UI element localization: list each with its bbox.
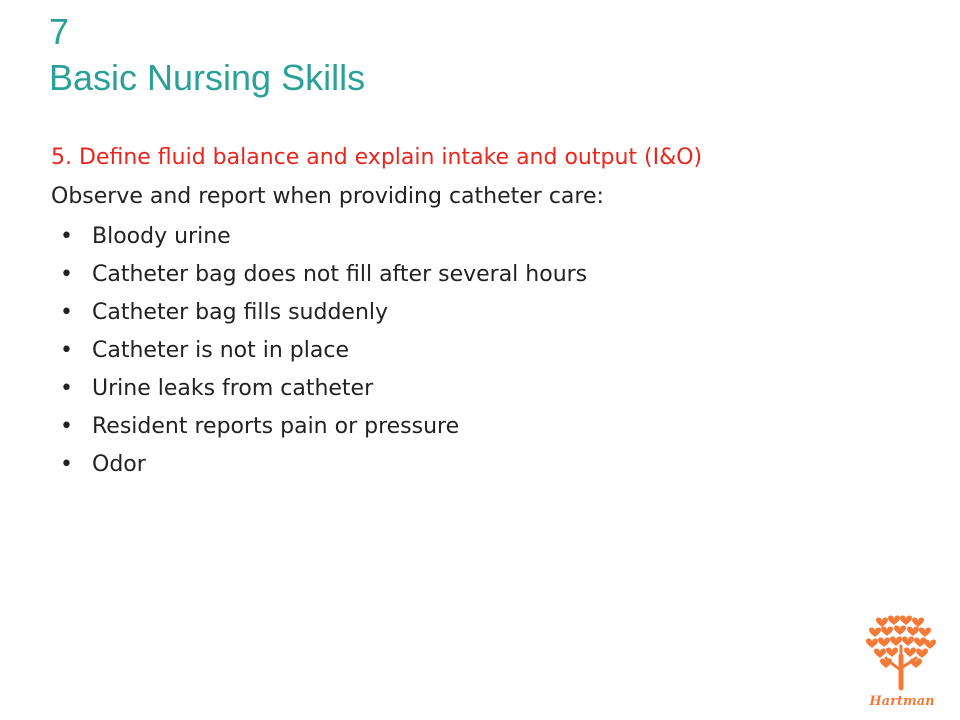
bullet-text: Odor — [92, 452, 146, 477]
bullet-icon: • — [60, 414, 73, 439]
learning-objective: 5. Define fluid balance and explain intake and output (I&O) — [51, 145, 703, 170]
bullet-item — [60, 411, 587, 449]
chapter-title: Basic Nursing Skills — [49, 57, 366, 98]
bullet-text: Resident reports pain or pressure — [92, 414, 460, 439]
bullet-icon: • — [60, 224, 73, 249]
bullet-text: Urine leaks from catheter — [92, 376, 374, 401]
chapter-number: 7 — [49, 11, 70, 52]
bullet-text: Catheter is not in place — [92, 338, 349, 363]
bullet-icon: • — [60, 300, 73, 325]
bullet-text: Bloody urine — [92, 224, 231, 249]
bullet-item — [60, 259, 587, 297]
logo-wordmark: Hartman — [869, 694, 935, 709]
bullet-item — [60, 297, 587, 335]
bullet-list — [60, 221, 587, 487]
bullet-item — [60, 373, 587, 411]
hartman-logo — [862, 612, 942, 712]
heart-tree-icon — [862, 612, 942, 712]
bullet-text: Catheter bag fills suddenly — [92, 300, 389, 325]
bullet-icon: • — [60, 376, 73, 401]
bullet-icon: • — [60, 452, 73, 477]
intro-text: Observe and report when providing catheter care: — [51, 184, 604, 209]
bullet-item — [60, 335, 587, 373]
bullet-icon: • — [60, 338, 73, 363]
bullet-item — [60, 221, 587, 259]
bullet-icon: • — [60, 262, 73, 287]
bullet-item — [60, 449, 587, 487]
bullet-text: Catheter bag does not fill after several hours — [92, 262, 588, 287]
